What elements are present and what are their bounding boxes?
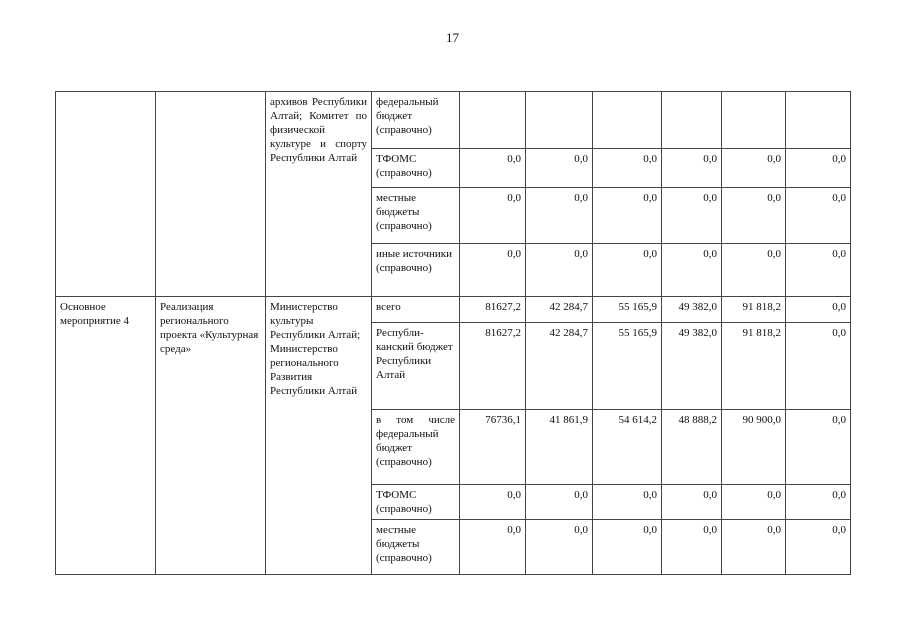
funding-source-cell: всего — [372, 297, 460, 323]
value-cell: 0,0 — [593, 520, 662, 575]
value-cell: 0,0 — [460, 520, 526, 575]
value-cell: 0,0 — [526, 244, 593, 297]
table-row — [56, 297, 851, 323]
value-cell — [722, 92, 786, 149]
value-cell: 0,0 — [662, 149, 722, 188]
value-cell — [662, 92, 722, 149]
value-cell: 0,0 — [593, 485, 662, 520]
value-cell: 90 900,0 — [722, 410, 786, 485]
value-cell: 0,0 — [526, 149, 593, 188]
executor-cell: архивов Республики Алтай; Комитет по физической культуре и спорту Республики Алтай — [266, 92, 372, 297]
executor-cell: Министерство культуры Республики Алтай; Министерство регионального Развития Республики Алтай — [266, 297, 372, 575]
value-cell: 0,0 — [786, 520, 851, 575]
value-cell: 55 165,9 — [593, 323, 662, 410]
funding-source-cell: в том числе федеральный бюджет (справочно) — [372, 410, 460, 485]
value-cell: 0,0 — [593, 244, 662, 297]
value-cell: 0,0 — [460, 244, 526, 297]
value-cell — [786, 92, 851, 149]
value-cell: 0,0 — [460, 188, 526, 244]
funding-source-cell: ТФОМС (справочно) — [372, 485, 460, 520]
value-cell: 0,0 — [593, 188, 662, 244]
value-cell — [593, 92, 662, 149]
value-cell: 81627,2 — [460, 323, 526, 410]
value-cell: 54 614,2 — [593, 410, 662, 485]
page-number: 17 — [446, 30, 459, 45]
value-cell: 41 861,9 — [526, 410, 593, 485]
value-cell: 0,0 — [786, 244, 851, 297]
funding-source-cell: Республи-канский бюджет Республики Алтай — [372, 323, 460, 410]
value-cell: 0,0 — [722, 149, 786, 188]
value-cell: 76736,1 — [460, 410, 526, 485]
value-cell: 0,0 — [662, 520, 722, 575]
event-name-cell: Основное мероприятие 4 — [56, 297, 156, 575]
value-cell: 0,0 — [786, 323, 851, 410]
event-name-cell — [56, 92, 156, 297]
value-cell: 49 382,0 — [662, 323, 722, 410]
value-cell: 0,0 — [662, 244, 722, 297]
value-cell: 48 888,2 — [662, 410, 722, 485]
funding-source-cell: федеральный бюджет (справочно) — [372, 92, 460, 149]
value-cell: 0,0 — [722, 188, 786, 244]
budget-table — [55, 91, 851, 575]
value-cell: 0,0 — [722, 520, 786, 575]
value-cell — [526, 92, 593, 149]
funding-source-cell: иные источники (справочно) — [372, 244, 460, 297]
value-cell: 0,0 — [526, 188, 593, 244]
event-title-cell: Реализация регионального проекта «Культурная среда» — [156, 297, 266, 575]
value-cell — [460, 92, 526, 149]
value-cell: 0,0 — [786, 149, 851, 188]
value-cell: 55 165,9 — [593, 297, 662, 323]
value-cell: 0,0 — [722, 244, 786, 297]
value-cell: 0,0 — [526, 485, 593, 520]
value-cell: 81627,2 — [460, 297, 526, 323]
value-cell: 0,0 — [722, 485, 786, 520]
value-cell: 91 818,2 — [722, 323, 786, 410]
funding-source-cell: местные бюджеты (справочно) — [372, 188, 460, 244]
value-cell: 0,0 — [460, 485, 526, 520]
funding-source-cell: ТФОМС (справочно) — [372, 149, 460, 188]
value-cell: 0,0 — [662, 485, 722, 520]
value-cell: 91 818,2 — [722, 297, 786, 323]
value-cell: 0,0 — [460, 149, 526, 188]
funding-source-cell: местные бюджеты (справочно) — [372, 520, 460, 575]
value-cell: 0,0 — [662, 188, 722, 244]
value-cell: 0,0 — [786, 410, 851, 485]
value-cell: 49 382,0 — [662, 297, 722, 323]
value-cell: 0,0 — [593, 149, 662, 188]
table-row — [56, 92, 851, 149]
value-cell: 0,0 — [526, 520, 593, 575]
value-cell: 0,0 — [786, 485, 851, 520]
value-cell: 42 284,7 — [526, 323, 593, 410]
value-cell: 0,0 — [786, 188, 851, 244]
event-title-cell — [156, 92, 266, 297]
value-cell: 0,0 — [786, 297, 851, 323]
value-cell: 42 284,7 — [526, 297, 593, 323]
